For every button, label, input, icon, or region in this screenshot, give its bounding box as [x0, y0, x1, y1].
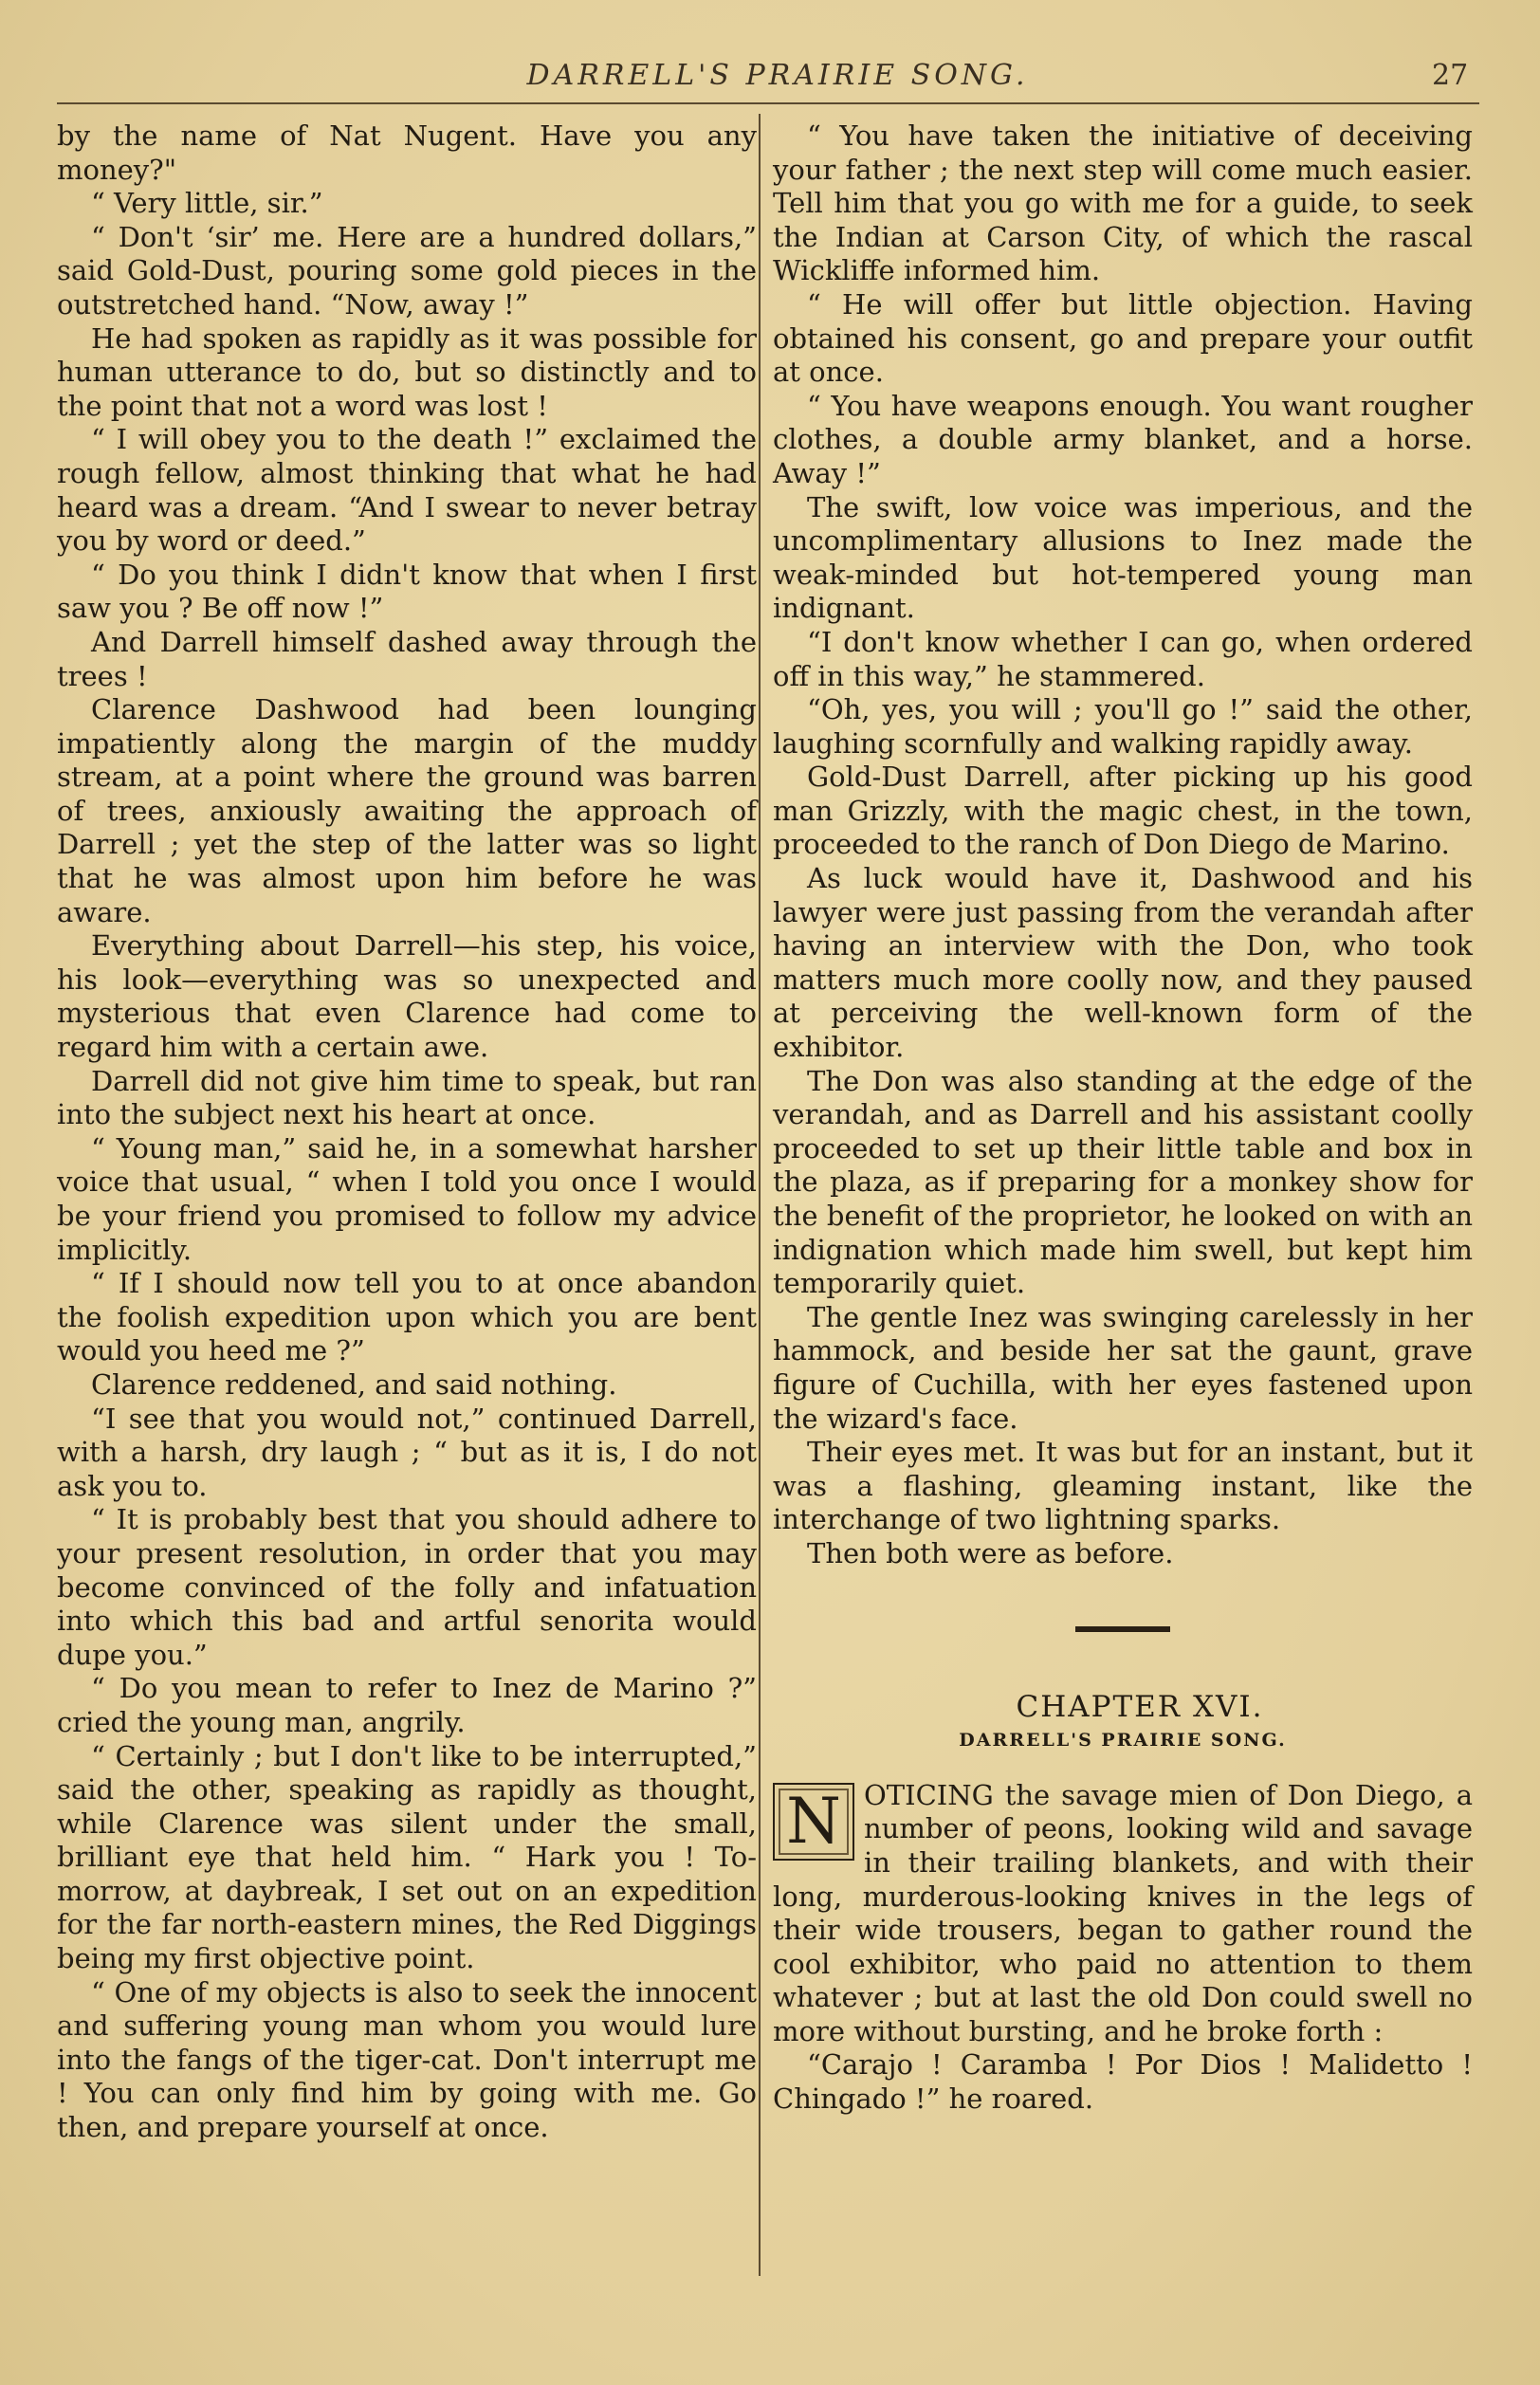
- chapter-heading: CHAPTER XVI.: [1016, 1689, 1264, 1724]
- right-column-text: [773, 119, 1473, 1571]
- paragraph: Then both were as before.: [807, 1536, 1174, 1569]
- paragraph: “ He will offer but little objection. Having obtained his consent, go and prepare your outfit at once.: [773, 287, 1473, 389]
- left-column: [57, 119, 757, 2145]
- chapter-second-paragraph: “Carajo ! Caramba ! Por Dios ! Malidetto ! Chingado !” he roared.: [773, 2048, 1473, 2116]
- chapter-first-paragraph: [773, 1779, 1473, 2049]
- paragraph: The gentle Inez was swinging carelessly in her hammock, and beside her sat the gaunt, grave figure of Cuchilla, with her eyes fastened upon the wizard's face.: [773, 1300, 1473, 1435]
- paragraph: Clarence reddened, and said nothing.: [91, 1367, 617, 1401]
- paragraph: “ Do you mean to refer to Inez de Marino ?” cried the young man, angrily.: [57, 1672, 757, 1738]
- paragraph: Darrell did not give him time to speak, but ran into the subject next his heart at once.: [57, 1064, 757, 1131]
- paragraph: Everything about Darrell—his step, his voice, his look—everything was so unexpected and mysterious that even Clarence had come to regard him with a certain awe.: [57, 929, 757, 1064]
- paragraph: Gold-Dust Darrell, after picking up his good man Grizzly, with the magic chest, in the town, proceeded to the ranch of Don Diego de Marino.: [773, 761, 1473, 861]
- paragraph: “ You have taken the initiative of deceiving your father ; the next step will come much easier. Tell him that you go with me for a guide, to seek the Indian at Carson City, of which the rascal Wickliffe informed him.: [773, 119, 1473, 287]
- paragraph: “ Young man,” said he, in a somewhat harsher voice that usual, “ when I told you once I would be your friend you promised to follow my advice implicitly.: [57, 1131, 757, 1266]
- page-number: 27: [1432, 59, 1469, 92]
- paragraph: Their eyes met. It was but for an instant, but it was a flashing, gleaming instant, like the interchange of two lightning sparks.: [773, 1436, 1473, 1536]
- section-ornament: [1075, 1626, 1170, 1632]
- chapter-first-paragraph-text: OTICING the savage mien of Don Diego, a number of peons, looking wild and savage in their trailing blankets, and with their long, murderous-looking knives in the legs of their wide trousers, began to gather round the cool exhibitor, who paid no attention to them whatever ; but at last the old Don could swell no more without bursting, and he broke forth :: [773, 1778, 1473, 2047]
- running-title: DARRELL'S PRAIRIE SONG.: [526, 59, 1029, 92]
- paragraph: “ I will obey you to the death !” exclaimed the rough fellow, almost thinking that what he had heard was a dream. “And I swear to never betray you by word or deed.”: [57, 423, 757, 558]
- paragraph: “ If I should now tell you to at once abandon the foolish expedition upon which you are bent would you heed me ?”: [57, 1267, 757, 1367]
- right-column: [773, 119, 1473, 2117]
- chapter-subtitle: DARRELL'S PRAIRIE SONG.: [959, 1730, 1287, 1752]
- column-divider: [759, 114, 761, 2276]
- paragraph: “ Don't ‘sir’ me. Here are a hundred dollars,” said Gold-Dust, pouring some gold pieces in the outstretched hand. “Now, away !”: [57, 220, 757, 321]
- header-rule: [57, 102, 1479, 104]
- paragraph: As luck would have it, Dashwood and his lawyer were just passing from the verandah after having an interview with the Don, who took matters much more coolly now, and they paused at perceiving the well-known form of the exhibitor.: [773, 862, 1473, 1064]
- paragraph: “Oh, yes, you will ; you'll go !” said the other, laughing scornfully and walking rapidly away.: [773, 693, 1473, 760]
- paragraph: He had spoken as rapidly as it was possible for human utterance to do, but so distinctly and to the point that not a word was lost !: [57, 321, 757, 422]
- paragraph: “I see that you would not,” continued Darrell, with a harsh, dry laugh ; “ but as it is, I do not ask you to.: [57, 1402, 757, 1502]
- dropcap-letter: N: [773, 1783, 854, 1861]
- paragraph: “ Very little, sir.”: [91, 187, 323, 220]
- paragraph: Clarence Dashwood had been lounging impatiently along the margin of the muddy stream, at a point where the ground was barren of trees, anxiously awaiting the approach of Darrell ; yet the step of the latter was so light that he was almost upon him before he was aware.: [57, 693, 757, 928]
- paragraph: “ It is probably best that you should adhere to your present resolution, in order that you may become convinced of the folly and infatuation into which this bad and artful senorita would dupe you.”: [57, 1503, 757, 1671]
- paragraph: “ Certainly ; but I don't like to be interrupted,” said the other, speaking as rapidly as thought, while Clarence was silent under the small, brilliant eye that held him. “ Hark you ! To-morrow, at daybreak, I set out on an expedition for the far north-eastern mines, the Red Diggings being my first objective point.: [57, 1739, 757, 1975]
- paragraph: The Don was also standing at the edge of the verandah, and as Darrell and his assistant coolly proceeded to set up their little table and box in the plaza, as if preparing for a monkey show for the benefit of the proprietor, he looked on with an indignation which made him swell, but kept him temporarily quiet.: [773, 1064, 1473, 1300]
- paragraph: “ Do you think I didn't know that when I first saw you ? Be off now !”: [57, 558, 757, 625]
- paragraph: The swift, low voice was imperious, and the uncomplimentary allusions to Inez made the weak-minded but hot-tempered young man indignant.: [773, 490, 1473, 625]
- paragraph: “ One of my objects is also to seek the innocent and suffering young man whom you would lure into the fangs of the tiger-cat. Don't interrupt me ! You can only find him by going with me. Go then, and prepare yourself at once.: [57, 1975, 757, 2144]
- paragraph: And Darrell himself dashed away through the trees !: [57, 625, 757, 692]
- paragraph: “ You have weapons enough. You want rougher clothes, a double army blanket, and a horse. Away !”: [773, 389, 1473, 489]
- paragraph: by the name of Nat Nugent. Have you any money?": [57, 119, 757, 186]
- paragraph: “I don't know whether I can go, when ordered off in this way,” he stammered.: [773, 625, 1473, 692]
